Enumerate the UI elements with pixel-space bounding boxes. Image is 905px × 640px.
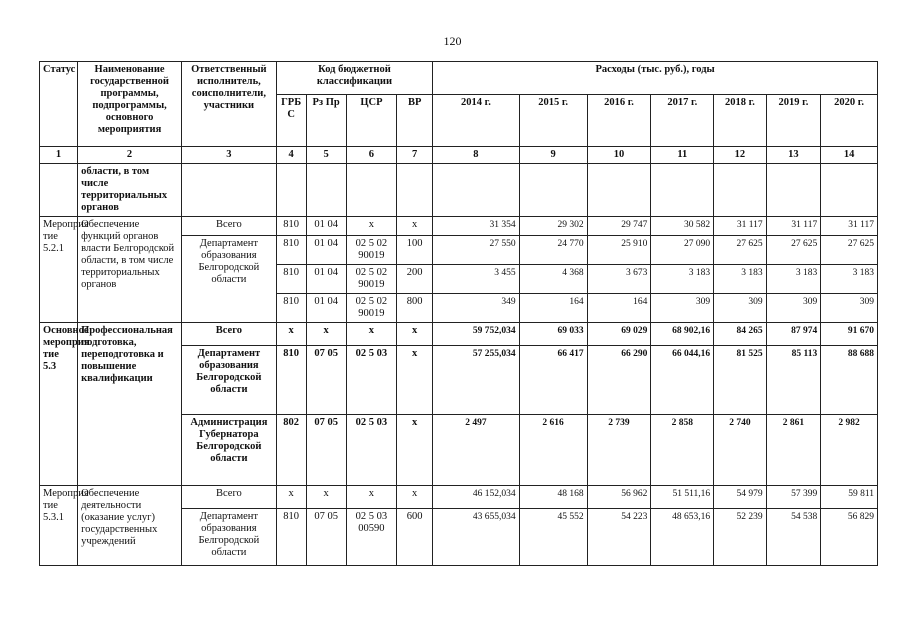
row-responsible: Департамент образования Белгородской области [182,236,277,323]
cell-grbs: 802 [276,415,306,486]
col-number: 9 [519,147,587,164]
cell-value: 54 538 [766,509,821,566]
budget-table [39,61,878,566]
header-csr: ЦСР [346,95,396,147]
cell-value: 52 239 [714,509,766,566]
cell-value: 24 770 [519,236,587,265]
header-year: 2019 г. [766,95,821,147]
col-number: 14 [821,147,878,164]
cell-rzpr: 07 05 [306,509,346,566]
cell-grbs: 810 [276,294,306,323]
cell-value: 87 974 [766,323,821,346]
cell-value: 46 152,034 [433,486,519,509]
cell-value: 31 117 [714,217,766,236]
cell-value: 88 688 [821,346,878,415]
cell-grbs: 810 [276,346,306,415]
col-number: 1 [40,147,78,164]
col-number: 5 [306,147,346,164]
cell-csr: 02 5 02 90019 [346,265,396,294]
cell-value: 66 044,16 [651,346,714,415]
cell-value: 3 183 [766,265,821,294]
cell-csr: 02 5 03 [346,415,396,486]
row-status: Основное мероприя тие 5.3 [40,323,78,486]
cell-value: 2 982 [821,415,878,486]
cell-value: 3 673 [587,265,651,294]
header-year: 2015 г. [519,95,587,147]
header-status: Статус [40,62,78,147]
cell-value: 309 [766,294,821,323]
cell-csr: 02 5 02 90019 [346,236,396,265]
row-responsible: Всего [182,323,277,346]
cell-rzpr: 01 04 [306,294,346,323]
col-number: 12 [714,147,766,164]
cell-csr: 02 5 02 90019 [346,294,396,323]
cell-grbs: 810 [276,265,306,294]
header-grbs: ГРБ С [276,95,306,147]
col-number: 6 [346,147,396,164]
header-row-1 [40,62,878,95]
cell-vr: 100 [397,236,433,265]
cell-value: 4 368 [519,265,587,294]
cell-rzpr: х [306,323,346,346]
cell-value: 2 740 [714,415,766,486]
row-responsible: Департамент образования Белгородской области [182,346,277,415]
header-rzpr: Рз Пр [306,95,346,147]
row-responsible: Департамент образования Белгородской области [182,509,277,566]
header-code-group: Код бюджетной классификации [276,62,432,95]
cell-vr: х [397,323,433,346]
cell-value: 43 655,034 [433,509,519,566]
cell-value: 27 625 [766,236,821,265]
cell-value: 3 183 [714,265,766,294]
cell-value: 48 653,16 [651,509,714,566]
row-name: Профессиональная подготовка, переподготовка и повышение квалификации [78,323,182,486]
cell-value: 3 183 [821,265,878,294]
col-number: 4 [276,147,306,164]
cell-value: 54 979 [714,486,766,509]
cell-value: 3 455 [433,265,519,294]
cell-vr: х [397,415,433,486]
cell-value: 69 029 [587,323,651,346]
cell-value: 59 752,034 [433,323,519,346]
col-number: 13 [766,147,821,164]
cell-vr: 600 [397,509,433,566]
col-number: 7 [397,147,433,164]
cell-value: 27 090 [651,236,714,265]
row-name: Обеспечение функций органов власти Белгородской области, в том числе территориальных органов [78,217,182,323]
table-row [40,164,878,217]
cell-value: 30 582 [651,217,714,236]
header-year: 2020 г. [821,95,878,147]
cell-value: 54 223 [587,509,651,566]
cell-value: 27 550 [433,236,519,265]
cell-value: 59 811 [821,486,878,509]
col-number: 2 [78,147,182,164]
cell-value: 27 625 [714,236,766,265]
header-year: 2016 г. [587,95,651,147]
cell-vr: 800 [397,294,433,323]
cell-rzpr: 01 04 [306,236,346,265]
row-status: Мероприя тие 5.2.1 [40,217,78,323]
row-name: Обеспечение деятельности (оказание услуг) государственных учреждений [78,486,182,566]
header-expenses-group: Расходы (тыс. руб.), годы [433,62,878,95]
cell-value: 57 255,034 [433,346,519,415]
cell-value: 31 117 [766,217,821,236]
header-name: Наименование государственной программы, подпрограммы, основного мероприятия [78,62,182,147]
cell-value: 56 962 [587,486,651,509]
cell-value: 56 829 [821,509,878,566]
cell-value: 66 417 [519,346,587,415]
cell-grbs: 810 [276,509,306,566]
cell-grbs: х [276,323,306,346]
cell-grbs: 810 [276,236,306,265]
cell-value: 2 861 [766,415,821,486]
program-name: области, в том числе территориальных органов [78,164,182,217]
cell-value: 309 [821,294,878,323]
page-number: 120 [443,34,462,48]
cell-rzpr: х [306,486,346,509]
cell-csr: х [346,217,396,236]
cell-value: 164 [587,294,651,323]
row-status: Мероприя тие 5.3.1 [40,486,78,566]
table-row [40,217,878,236]
cell-value: 2 739 [587,415,651,486]
cell-value: 57 399 [766,486,821,509]
col-number: 3 [182,147,277,164]
cell-rzpr: 07 05 [306,415,346,486]
cell-value: 2 497 [433,415,519,486]
cell-value: 84 265 [714,323,766,346]
cell-value: 45 552 [519,509,587,566]
cell-vr: х [397,486,433,509]
cell-value: 349 [433,294,519,323]
cell-value: 91 670 [821,323,878,346]
header-year: 2018 г. [714,95,766,147]
row-responsible: Администрация Губернатора Белгородской области [182,415,277,486]
cell-value: 69 033 [519,323,587,346]
cell-value: 2 616 [519,415,587,486]
cell-value: 31 117 [821,217,878,236]
cell-value: 29 302 [519,217,587,236]
table-row [40,486,878,509]
cell-value: 81 525 [714,346,766,415]
cell-value: 164 [519,294,587,323]
cell-csr: х [346,323,396,346]
cell-value: 2 858 [651,415,714,486]
header-vr: ВР [397,95,433,147]
cell-value: 27 625 [821,236,878,265]
cell-rzpr: 01 04 [306,265,346,294]
cell-value: 3 183 [651,265,714,294]
cell-value: 309 [651,294,714,323]
row-responsible: Всего [182,217,277,236]
cell-vr: х [397,346,433,415]
cell-value: 66 290 [587,346,651,415]
cell-value: 309 [714,294,766,323]
column-numbers-row [40,147,878,164]
header-year: 2017 г. [651,95,714,147]
cell-grbs: х [276,486,306,509]
cell-csr: 02 5 03 00590 [346,509,396,566]
col-number: 11 [651,147,714,164]
header-responsible: Ответственный исполнитель, соисполнители, участники [182,62,277,147]
cell-rzpr: 01 04 [306,217,346,236]
header-year: 2014 г. [433,95,519,147]
cell-value: 68 902,16 [651,323,714,346]
cell-value: 51 511,16 [651,486,714,509]
cell-grbs: 810 [276,217,306,236]
cell-csr: 02 5 03 [346,346,396,415]
cell-value: 48 168 [519,486,587,509]
cell-vr: 200 [397,265,433,294]
cell-value: 25 910 [587,236,651,265]
col-number: 10 [587,147,651,164]
cell-vr: х [397,217,433,236]
cell-value: 29 747 [587,217,651,236]
cell-value: 31 354 [433,217,519,236]
cell-rzpr: 07 05 [306,346,346,415]
table-row [40,323,878,346]
row-responsible: Всего [182,486,277,509]
cell-csr: х [346,486,396,509]
col-number: 8 [433,147,519,164]
cell-value: 85 113 [766,346,821,415]
